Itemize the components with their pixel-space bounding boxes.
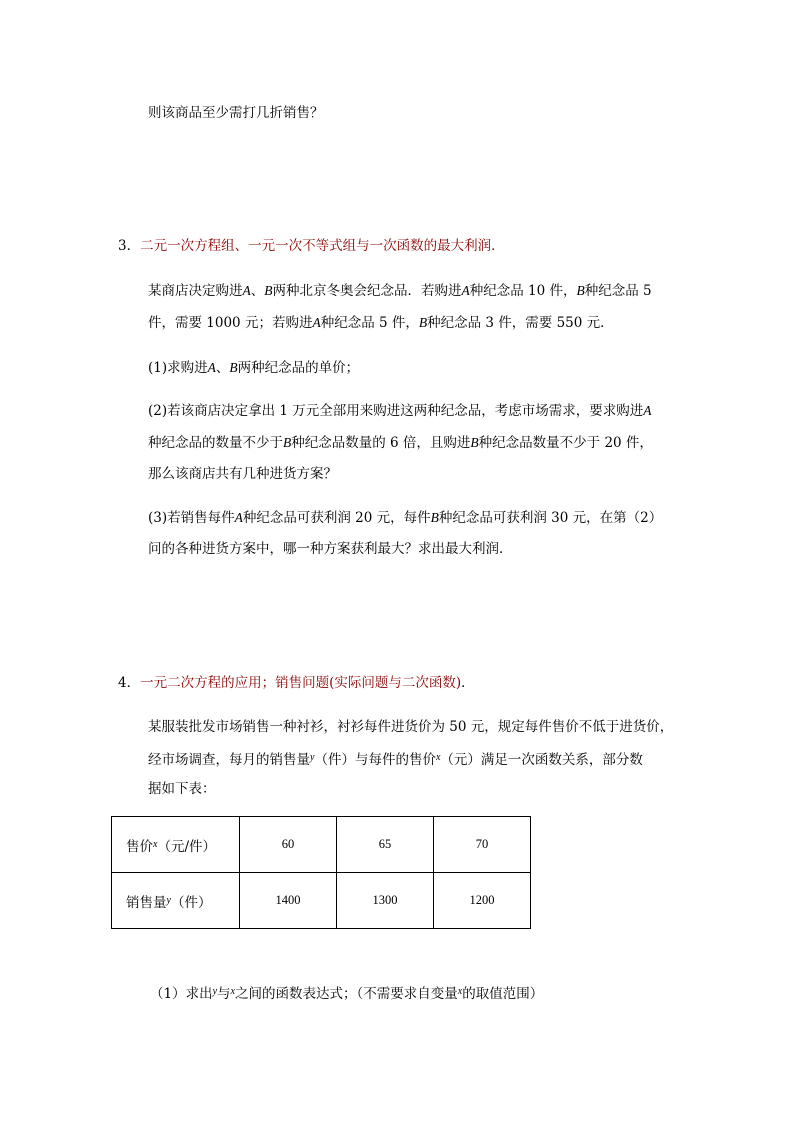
text: 种纪念品 5 件， <box>320 315 419 331</box>
var-b: B <box>283 435 292 450</box>
q3-part-2-line-3: 那么该商店共有几种进货方案？ <box>148 466 337 482</box>
table-cell: 1400 <box>240 873 337 929</box>
var-a: A <box>312 315 321 330</box>
var-x: x <box>153 838 158 850</box>
question-4-heading <box>118 674 475 692</box>
var-a: A <box>242 283 251 298</box>
text: 件，需要 1000 元；若购进 <box>148 315 313 331</box>
text: （件） <box>170 894 212 911</box>
table-cell: 65 <box>337 817 434 873</box>
q3-part-3-line-1 <box>148 509 662 527</box>
text: （元/件） <box>157 838 217 855</box>
var-a: A <box>234 510 243 525</box>
table-cell: 1300 <box>337 873 434 929</box>
q4-part-1 <box>150 983 543 1003</box>
q3-part-2-line-2 <box>148 434 653 452</box>
var-b: B <box>430 510 439 525</box>
q4-intro-line-2 <box>148 749 643 769</box>
var-b: B <box>264 283 273 298</box>
question-3-number: 3． <box>118 238 141 254</box>
var-y: y <box>310 752 315 763</box>
q3-part-1 <box>148 359 359 377</box>
text: 两种北京冬奥会纪念品．若购进 <box>272 283 462 299</box>
q4-intro-line-3: 据如下表： <box>148 781 216 797</box>
text: 种纪念品数量不少于 20 件， <box>478 435 653 451</box>
var-y: y <box>166 894 171 906</box>
text: 、 <box>250 283 265 299</box>
table-row-header-sales <box>112 873 240 929</box>
q3-part-3-line-2: 问的各种进货方案中，哪一种方案获利最大？求出最大利润． <box>148 541 513 557</box>
question-3-title: 二元一次方程组、一元一次不等式组与一次函数的最大利润． <box>140 238 505 254</box>
text: (1)求购进 <box>148 360 208 376</box>
text: 销售量 <box>126 894 167 911</box>
q3-part-2-line-1 <box>148 402 652 420</box>
table-row-sales <box>112 873 531 929</box>
var-b: B <box>470 435 479 450</box>
question-4-title: 一元二次方程的应用；销售问题(实际问题与二次函数) <box>140 675 462 691</box>
text: (2)若该商店决定拿出 1 万元全部用来购进这两种纪念品，考虑市场需求，要求购进 <box>148 403 644 419</box>
text: （1）求出 <box>150 986 213 1002</box>
question-4-title-end: ． <box>461 675 475 691</box>
text: 两种纪念品的单价； <box>237 360 360 376</box>
text: 种纪念品数量的 6 倍，且购进 <box>291 435 471 451</box>
text: 种纪念品 5 <box>584 283 652 299</box>
q4-intro-line-1: 某服装批发市场销售一种衬衫，衬衫每件进货价为 50 元，规定每件售价不低于进货价， <box>148 719 674 735</box>
table-cell: 60 <box>240 817 337 873</box>
table-cell: 70 <box>434 817 531 873</box>
var-b: B <box>576 283 585 298</box>
text: 售价 <box>126 838 153 855</box>
text: 的取值范围） <box>462 986 544 1002</box>
text: 种纪念品 10 件， <box>469 283 577 299</box>
var-x: x <box>435 752 441 763</box>
q3-intro-line-2 <box>148 314 614 332</box>
var-x: x <box>457 986 463 997</box>
text: （件）与每件的售价 <box>314 752 436 768</box>
question-4-number: 4． <box>118 675 141 691</box>
table-row-header-price <box>112 817 240 873</box>
var-a: A <box>461 283 470 298</box>
var-a: A <box>207 360 216 375</box>
table-row-price <box>112 817 531 873</box>
text: 与 <box>217 986 231 1002</box>
question-3-heading <box>118 237 505 255</box>
text: 经市场调查，每月的销售量 <box>148 752 310 768</box>
var-y: y <box>212 986 218 997</box>
var-b: B <box>229 360 238 375</box>
text: 、 <box>215 360 230 376</box>
text: (3)若销售每件 <box>148 510 235 526</box>
table-cell: 1200 <box>434 873 531 929</box>
text: 某商店决定购进 <box>148 283 243 299</box>
text: 种纪念品的数量不少于 <box>148 435 283 451</box>
text: 之间的函数表达式；（不需要求自变量 <box>235 986 458 1002</box>
text: 种纪念品可获利润 30 元，在第（2） <box>438 510 663 526</box>
text: 种纪念品可获利润 20 元，每件 <box>242 510 431 526</box>
text: 种纪念品 3 件，需要 550 元． <box>427 315 614 331</box>
previous-question-text: 则该商品至少需打几折销售？ <box>148 105 324 121</box>
text: （元）满足一次函数关系，部分数 <box>440 752 643 768</box>
var-b: B <box>418 315 428 330</box>
q3-intro-line-1 <box>148 282 652 300</box>
var-x: x <box>230 986 235 997</box>
price-sales-table <box>111 816 531 929</box>
var-a: A <box>643 403 652 418</box>
